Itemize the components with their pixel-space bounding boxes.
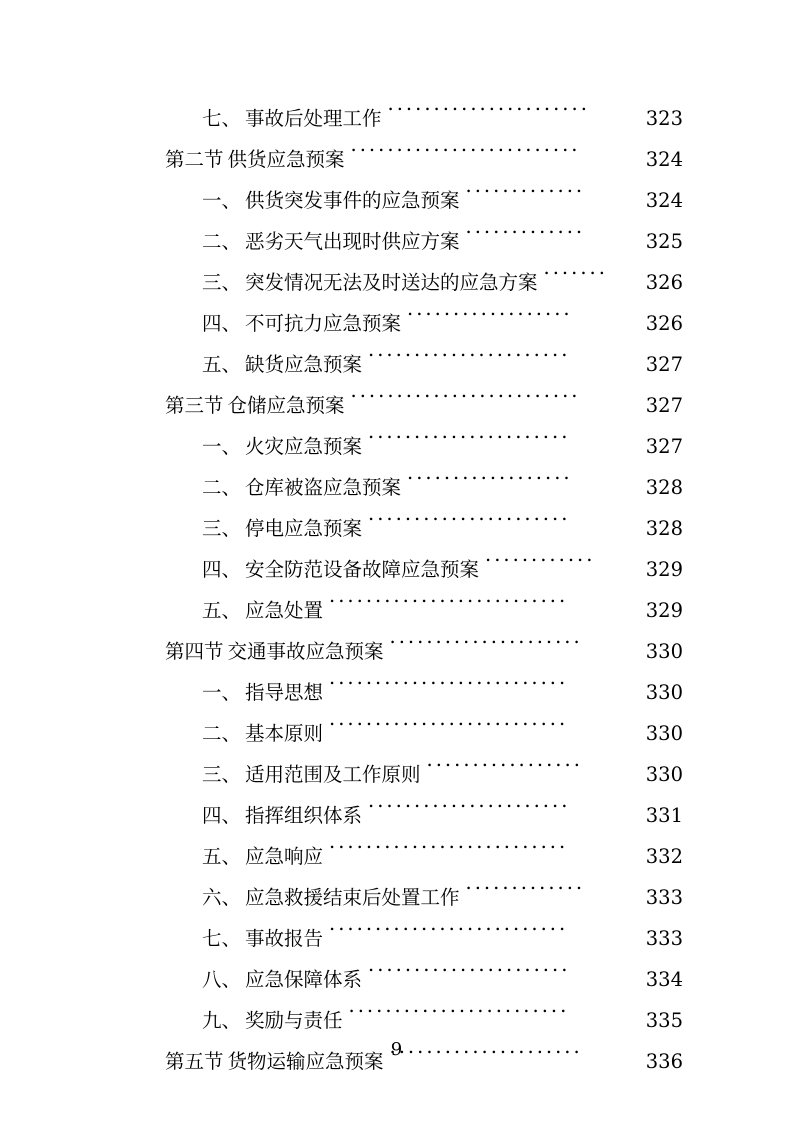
toc-dot-leader [368,967,642,987]
toc-entry-number: 一、 [202,681,242,704]
toc-entry[interactable] [110,631,683,672]
toc-entry-page-number: 328 [645,476,683,499]
toc-entry-page-number: 327 [645,353,683,376]
toc-entry[interactable] [110,221,683,262]
toc-entry-page-number: 330 [645,722,683,745]
table-of-contents [110,98,683,1082]
toc-dot-leader [427,762,642,782]
toc-entry[interactable] [110,426,683,467]
toc-dot-leader [351,393,642,413]
toc-dot-leader [407,475,642,495]
toc-entry-title: 基本原则 [245,722,324,745]
toc-entry[interactable] [110,180,683,221]
toc-dot-leader [349,1008,642,1028]
toc-dot-leader [466,188,642,208]
toc-entry-title: 应急处置 [245,599,324,622]
toc-entry[interactable] [110,467,683,508]
toc-entry-number: 第四节 [165,640,224,663]
toc-entry-title: 仓库被盗应急预案 [245,476,402,499]
toc-entry-number: 第三节 [165,394,224,417]
toc-entry[interactable] [110,262,683,303]
toc-entry-number: 二、 [202,722,242,745]
toc-entry-number: 七、 [202,927,242,950]
toc-entry[interactable] [110,754,683,795]
toc-entry-title: 指导思想 [245,681,324,704]
toc-dot-leader [485,557,642,577]
toc-entry-number: 四、 [202,558,242,581]
toc-entry-page-number: 333 [645,886,683,909]
toc-entry-number: 三、 [202,517,242,540]
toc-entry-title: 交通事故应急预案 [227,640,384,663]
toc-entry-number: 三、 [202,271,242,294]
toc-entry-number: 四、 [202,312,242,335]
toc-entry-page-number: 327 [645,394,683,417]
toc-entry-title: 仓储应急预案 [227,394,345,417]
toc-entry-number: 四、 [202,804,242,827]
toc-entry[interactable] [110,877,683,918]
toc-entry-page-number: 329 [645,558,683,581]
toc-dot-leader [368,516,642,536]
toc-entry[interactable] [110,98,683,139]
toc-entry-title: 应急救援结束后处置工作 [245,886,460,909]
toc-entry[interactable] [110,385,683,426]
toc-entry-number: 一、 [202,189,242,212]
toc-dot-leader [329,926,642,946]
toc-entry[interactable] [110,918,683,959]
toc-entry-number: 三、 [202,763,242,786]
toc-entry-page-number: 324 [645,189,683,212]
toc-dot-leader [329,598,642,618]
toc-dot-leader [544,270,642,290]
toc-entry-title: 停电应急预案 [245,517,363,540]
toc-entry-page-number: 331 [645,804,683,827]
toc-entry[interactable] [110,1000,683,1041]
toc-entry[interactable] [110,590,683,631]
toc-entry-title: 应急响应 [245,845,324,868]
toc-entry-page-number: 325 [645,230,683,253]
toc-entry[interactable] [110,672,683,713]
toc-dot-leader [466,885,642,905]
toc-entry-title: 突发情况无法及时送达的应急方案 [245,271,538,294]
page-number-folio: 9 [390,1039,403,1060]
toc-entry-number: 一、 [202,435,242,458]
toc-entry-page-number: 332 [645,845,683,868]
toc-entry-page-number: 326 [645,312,683,335]
toc-entry-number: 五、 [202,599,242,622]
toc-entry-number: 八、 [202,968,242,991]
toc-entry-title: 适用范围及工作原则 [245,763,421,786]
toc-entry-number: 六、 [202,886,242,909]
toc-entry-number: 五、 [202,845,242,868]
toc-entry-page-number: 333 [645,927,683,950]
toc-entry[interactable] [110,549,683,590]
toc-entry-page-number: 330 [645,681,683,704]
toc-dot-leader [368,803,642,823]
toc-entry-title: 缺货应急预案 [245,353,363,376]
toc-dot-leader [368,434,642,454]
toc-entry-page-number: 324 [645,148,683,171]
toc-entry-number: 五、 [202,353,242,376]
toc-entry[interactable] [110,959,683,1000]
toc-dot-leader [407,311,642,331]
toc-dot-leader [388,106,642,126]
toc-entry-title: 供货应急预案 [227,148,345,171]
toc-entry-number: 七、 [202,107,242,130]
toc-entry-page-number: 334 [645,968,683,991]
toc-entry-title: 货物运输应急预案 [227,1050,384,1073]
toc-entry-page-number: 335 [645,1009,683,1032]
toc-entry-page-number: 330 [645,640,683,663]
toc-entry-title: 指挥组织体系 [245,804,363,827]
toc-entry[interactable] [110,508,683,549]
toc-entry-title: 恶劣天气出现时供应方案 [245,230,460,253]
toc-entry-title: 供货突发事件的应急预案 [245,189,460,212]
toc-entry[interactable] [110,836,683,877]
toc-dot-leader [329,844,642,864]
toc-entry-page-number: 336 [645,1050,683,1073]
toc-entry-number: 九、 [202,1009,242,1032]
toc-entry-page-number: 329 [645,599,683,622]
toc-entry[interactable] [110,344,683,385]
toc-entry-title: 奖励与责任 [245,1009,343,1032]
toc-entry[interactable] [110,713,683,754]
toc-entry-page-number: 326 [645,271,683,294]
toc-entry-number: 二、 [202,230,242,253]
toc-entry-number: 二、 [202,476,242,499]
toc-entry[interactable] [110,139,683,180]
toc-entry-title: 安全防范设备故障应急预案 [245,558,480,581]
toc-entry-title: 应急保障体系 [245,968,363,991]
toc-entry-title: 事故后处理工作 [245,107,382,130]
toc-entry-number: 第二节 [165,148,224,171]
toc-entry[interactable] [110,303,683,344]
toc-dot-leader [368,352,642,372]
toc-entry-title: 不可抗力应急预案 [245,312,402,335]
toc-entry-page-number: 330 [645,763,683,786]
toc-dot-leader [329,721,642,741]
toc-dot-leader [390,639,642,659]
toc-entry-page-number: 323 [645,107,683,130]
toc-entry-title: 火灾应急预案 [245,435,363,458]
toc-entry-title: 事故报告 [245,927,324,950]
toc-dot-leader [466,229,642,249]
toc-entry-number: 第五节 [165,1050,224,1073]
toc-dot-leader [329,680,642,700]
toc-dot-leader [351,147,642,167]
toc-entry-page-number: 328 [645,517,683,540]
toc-entry-page-number: 327 [645,435,683,458]
toc-entry[interactable] [110,795,683,836]
